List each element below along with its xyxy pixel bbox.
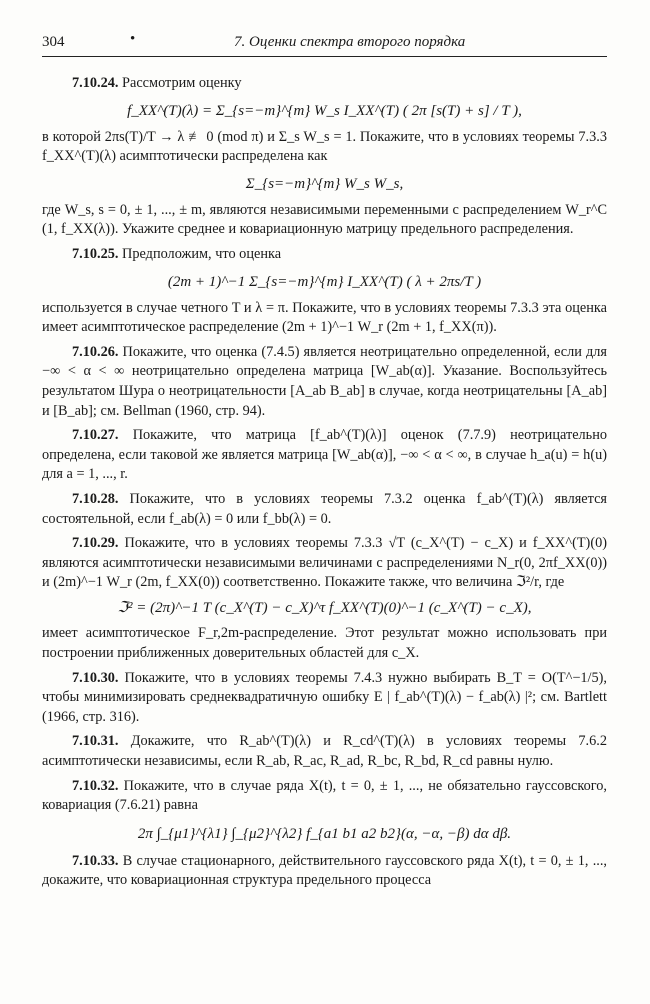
exercise-number: 7.10.25. — [72, 245, 119, 262]
exercise-text: Рассмотрим оценку — [118, 75, 242, 91]
exercise-text: Докажите, что R_ab^(T)(λ) и R_cd^(T)(λ) в условиях теоремы 7.6.2 асимптотически независимы, если R_ab, R_ac, R_ad, R_bc, R_bd, R_cd равны нулю. — [42, 733, 607, 770]
exercise-number: 7.10.31. — [72, 733, 119, 750]
exercise-text: Покажите, что в условиях теоремы 7.3.3 √T (c_X^(T) − c_X) и f_XX^(T)(0) являются асимптотически независимыми величинами с распределениями N_r(0, 2πf_XX(0)) и (2m)^−1 W_r (2m, f_XX(0)) соответственно. Покажите также, что величина ℑ²/r, где — [42, 535, 607, 591]
exercise-7-10-29 — [42, 534, 607, 593]
exercise-number: 7.10.24. — [72, 75, 119, 91]
exercise-text: Покажите, что оценка (7.4.5) является неотрицательно определенной, если для −∞ < α < ∞ неотрицательно определена матрица [W_ab(α)]. Указание. Воспользуйтесь результатом Шура о неотрицательности [A_ab B_ab] в случае, когда неотрицательны [A_ab] и [B_ab]; см. Bellman (1960, стр. 94). — [42, 343, 607, 419]
paragraph-text: используется в случае четного T и λ = π. Покажите, что в условиях теоремы 7.3.3 эта оценка имеет асимптотическое распределение (2m + 1)^−1 W_r (2m + 1, f_XX(π)). — [42, 299, 607, 336]
paragraph-text: в которой 2πs(T)/T → λ ≢ 0 (mod π) и Σ_s W_s = 1. Покажите, что в условиях теоремы 7.3.3 f_XX^(T)(λ) асимптотически распределена как — [42, 128, 607, 165]
exercise-7-10-32 — [42, 777, 607, 816]
equation-estimate: f_XX^(T)(λ) = Σ_{s=−m}^{m} W_s I_XX^(T) ( 2π [s(T) + s] / T ), — [127, 102, 522, 119]
exercise-7-10-24-intro — [42, 74, 607, 94]
exercise-text: Покажите, что в условиях теоремы 7.4.3 нужно выбирать B_T = O(T^−1/5), чтобы минимизировать среднеквадратичную ошибку E | f_ab^(T)(λ) − f_ab(λ) |²; см. Bartlett (1966, стр. 316). — [42, 669, 607, 725]
exercise-7-10-25-intro — [42, 245, 607, 265]
exercise-number: 7.10.27. — [72, 427, 119, 444]
exercise-number: 7.10.30. — [72, 669, 119, 686]
exercise-7-10-26 — [42, 343, 607, 421]
running-header — [42, 30, 607, 57]
exercise-text: Покажите, что матрица [f_ab^(T)(λ)] оценок (7.7.9) неотрицательно определена, если таковой же является матрица [W_ab(α)], −∞ < α < ∞, в случае h_a(u) = h(u) для a = 1, ..., r. — [42, 427, 607, 483]
exercise-text: Покажите, что в условиях теоремы 7.3.2 оценка f_ab^(T)(λ) является состоятельной, если f_ab(λ) = 0 или f_bb(λ) = 0. — [42, 490, 607, 527]
paragraph-text: имеет асимптотическое F_r,2m-распределение. Этот результат можно использовать при построении приближенных доверительных областей для c_X. — [42, 625, 607, 662]
equation-estimate-2: (2m + 1)^−1 Σ_{s=−m}^{m} I_XX^(T) ( λ + 2πs/T ) — [167, 273, 482, 290]
paragraph-text: где W_s, s = 0, ± 1, ..., ± m, являются независимыми переменными с распределением W_r^C (1, f_XX(λ)). Укажите среднее и ковариационную матрицу предельного распределения. — [42, 201, 607, 238]
page-number: 304 — [42, 34, 65, 50]
exercise-7-10-27 — [42, 426, 607, 485]
exercise-number: 7.10.33. — [72, 852, 119, 869]
equation-double-integral: 2π ∫_{μ1}^{λ1} ∫_{μ2}^{λ2} f_{a1 b1 a2 b2}(α, −α, −β) dα dβ. — [137, 825, 512, 842]
page-body — [42, 74, 607, 896]
header-dot: • — [130, 31, 136, 47]
exercise-text: Покажите, что в случае ряда X(t), t = 0, ± 1, ..., не обязательно гауссовского, ковариация (7.6.21) равна — [42, 777, 607, 814]
exercise-text: В случае стационарного, действительного гауссовского ряда X(t), t = 0, ± 1, ..., докажите, что ковариационная структура предельного процесса — [42, 852, 607, 889]
exercise-7-10-31 — [42, 732, 607, 771]
equation-sum: Σ_{s=−m}^{m} W_s W_s, — [245, 175, 404, 192]
exercise-number: 7.10.29. — [72, 535, 119, 552]
exercise-number: 7.10.28. — [72, 490, 119, 507]
running-title: 7. Оценки спектра второго порядка — [234, 34, 466, 50]
exercise-7-10-28 — [42, 490, 607, 529]
exercise-number: 7.10.26. — [72, 343, 119, 360]
equation-statistic: ℑ² = (2π)^−1 T (c_X^(T) − c_X)^τ f_XX^(T)(0)^−1 (c_X^(T) − c_X), — [117, 599, 532, 616]
exercise-7-10-33 — [42, 852, 607, 891]
exercise-text: Предположим, что оценка — [118, 245, 282, 262]
exercise-number: 7.10.32. — [72, 777, 119, 794]
exercise-7-10-30 — [42, 669, 607, 728]
